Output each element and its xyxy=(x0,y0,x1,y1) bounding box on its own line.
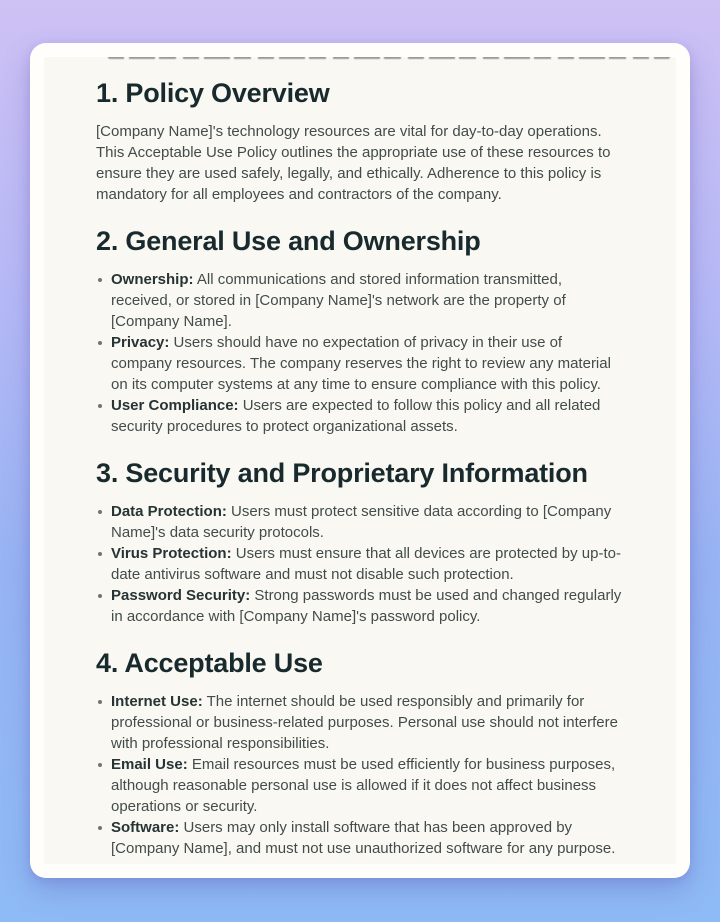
cropped-text-artifact xyxy=(108,57,670,59)
bullet-text: Strong passwords must be used and changed regularly in accordance with [Company Name]'s password policy. xyxy=(111,587,622,625)
bullet-label: User Compliance: xyxy=(111,397,239,414)
bullet-dot-icon xyxy=(98,278,102,282)
bullet-item xyxy=(96,332,624,395)
bullet-dot-icon xyxy=(98,404,102,408)
section-paragraph: [Company Name]'s technology resources are vital for day-to-day operations. This Acceptable Use Policy outlines the appropriate use of these resources to ensure they are used safely, legally, and ethically. Adherence to this policy is mandatory for all employees and contractors of the company. xyxy=(96,123,611,203)
bullet-item xyxy=(96,269,624,332)
document-card xyxy=(30,43,690,878)
bullet-item xyxy=(96,691,624,754)
bullet-label: Internet Use: xyxy=(111,693,203,710)
bullet-list xyxy=(96,269,624,437)
bullet-dot-icon xyxy=(98,594,102,598)
bullet-label: Virus Protection: xyxy=(111,545,232,562)
bullet-item xyxy=(96,543,624,585)
section-heading: 3. Security and Proprietary Information xyxy=(96,458,588,488)
bullet-text: Users should have no expectation of privacy in their use of company resources. The company reserves the right to review any material on its computer systems at any time to ensure compliance with this policy. xyxy=(111,334,611,393)
bullet-text: The internet should be used responsibly and primarily for professional or business-related purposes. Personal use should not interfere with professional responsibilities. xyxy=(111,693,618,752)
bullet-dot-icon xyxy=(98,341,102,345)
bullet-label: Software: xyxy=(111,819,180,836)
bullet-label: Password Security: xyxy=(111,587,251,604)
section-policy-overview xyxy=(96,77,624,205)
bullet-text: Users must protect sensitive data according to [Company Name]'s data security protocols. xyxy=(111,503,612,541)
bullet-label: Data Protection: xyxy=(111,503,227,520)
bullet-list xyxy=(96,691,624,859)
bullet-label: Ownership: xyxy=(111,271,194,288)
section-heading: 1. Policy Overview xyxy=(96,78,330,108)
bullet-label: Privacy: xyxy=(111,334,170,351)
bullet-text: Users must ensure that all devices are protected by up-to-date antivirus software and must not disable such protection. xyxy=(111,545,621,583)
bullet-dot-icon xyxy=(98,510,102,514)
bullet-item xyxy=(96,501,624,543)
bullet-list xyxy=(96,501,624,627)
section-general-use-and-ownership xyxy=(96,225,624,437)
bullet-dot-icon xyxy=(98,700,102,704)
bullet-dot-icon xyxy=(98,826,102,830)
bullet-item xyxy=(96,754,624,817)
bullet-text: Users may only install software that has been approved by [Company Name], and must not use unauthorized software for any purpose. xyxy=(111,819,616,857)
section-acceptable-use xyxy=(96,647,624,859)
bullet-item xyxy=(96,585,624,627)
bullet-label: Email Use: xyxy=(111,756,188,773)
section-heading: 2. General Use and Ownership xyxy=(96,226,481,256)
bullet-text: Email resources must be used efficiently for business purposes, although reasonable personal use is allowed if it does not affect business operations or security. xyxy=(111,756,616,815)
bullet-text: All communications and stored information transmitted, received, or stored in [Company Name]'s network are the property of [Company Name]. xyxy=(111,271,566,330)
bullet-text: Users are expected to follow this policy and all related security procedures to protect organizational assets. xyxy=(111,397,601,435)
section-heading: 4. Acceptable Use xyxy=(96,648,323,678)
section-security-and-proprietary-information xyxy=(96,457,624,627)
bullet-dot-icon xyxy=(98,763,102,767)
document-content-panel xyxy=(44,57,676,864)
bullet-item xyxy=(96,817,624,859)
bullet-item xyxy=(96,395,624,437)
bullet-dot-icon xyxy=(98,552,102,556)
